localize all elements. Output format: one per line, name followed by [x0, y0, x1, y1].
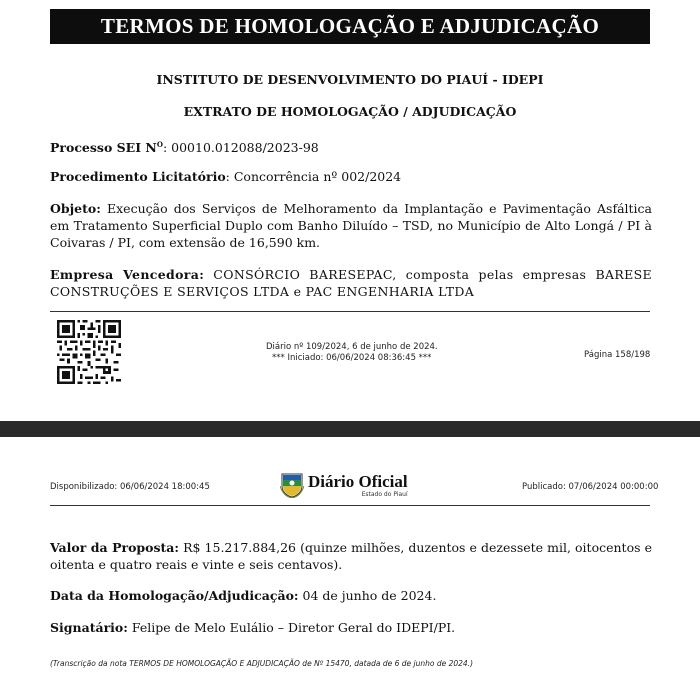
diario-oficial-logo	[280, 472, 408, 498]
data-homologacao-field	[50, 587, 652, 604]
banner-title: TERMOS DE HOMOLOGAÇÃO E ADJUDICAÇÃO	[100, 14, 600, 38]
iniciado-line: *** Iniciado: 06/06/2024 08:36:45 ***	[272, 353, 432, 363]
logo-subtitle: Estado do Piauí	[361, 490, 408, 498]
institution-title: INSTITUTO DE DESENVOLVIMENTO DO PIAUÍ - IDEPI	[156, 72, 544, 87]
page-break	[0, 421, 700, 437]
valor-field	[50, 539, 652, 573]
objeto-field	[50, 200, 652, 251]
header-divider	[50, 505, 650, 506]
signatario-label: Signatário:	[50, 620, 128, 635]
processo-sup: O	[156, 140, 163, 149]
logo-title: Diário Oficial	[308, 471, 408, 491]
processo-field	[50, 136, 652, 156]
valor-label: Valor da Proposta:	[50, 540, 180, 555]
publicado-date: Publicado: 07/06/2024 00:00:00	[522, 482, 659, 492]
empresa-label: Empresa Vencedora:	[50, 267, 205, 282]
signatario-field	[50, 619, 652, 636]
extract-title: EXTRATO DE HOMOLOGAÇÃO / ADJUDICAÇÃO	[183, 104, 517, 119]
data-label: Data da Homologação/Adjudicação:	[50, 588, 299, 603]
state-seal-icon	[280, 472, 304, 498]
empresa-value: CONSÓRCIO BARESEPAC, composta pelas empresas BARESE CONSTRUÇÕES E SERVIÇOS LTDA e PAC ENGENHARIA LTDA	[50, 267, 652, 299]
disponibilizado-date: Disponibilizado: 06/06/2024 18:00:45	[50, 482, 210, 492]
document-banner	[50, 9, 650, 44]
footer-divider	[50, 311, 650, 312]
valor-value: R$ 15.217.884,26 (quinze milhões, duzentos e dezessete mil, oitocentos e oitenta e quatro reais e vinte e seis centavos).	[50, 540, 652, 572]
diario-line: Diário nº 109/2024, 6 de junho de 2024.	[266, 342, 438, 352]
data-value: 04 de junho de 2024.	[298, 588, 437, 603]
procedimento-label: Procedimento Licitatório	[50, 169, 226, 184]
qr-code-icon	[57, 320, 121, 384]
signatario-value: Felipe de Melo Eulálio – Diretor Geral do IDEPI/PI.	[127, 620, 456, 635]
page-number: Página 158/198	[584, 350, 651, 360]
empresa-field	[50, 266, 652, 300]
processo-value: : 00010.012088/2023-98	[162, 140, 319, 156]
objeto-label: Objeto:	[50, 201, 101, 216]
processo-label: Processo SEI N	[50, 140, 157, 156]
procedimento-value: : Concorrência nº 002/2024	[225, 169, 402, 184]
objeto-value: Execução dos Serviços de Melhoramento da Implantação e Pavimentação Asfáltica em Tratamento Superficial Duplo com Banho Diluído – TSD, no Município de Alto Longá / PI à Coivaras / PI, com extensão de 16,590 km.	[50, 201, 652, 250]
transcription-note: (Transcrição da nota TERMOS DE HOMOLOGAÇÃO E ADJUDICAÇÃO de Nº 15470, datada de 6 de junho de 2024.)	[50, 659, 473, 668]
procedimento-field	[50, 168, 652, 185]
